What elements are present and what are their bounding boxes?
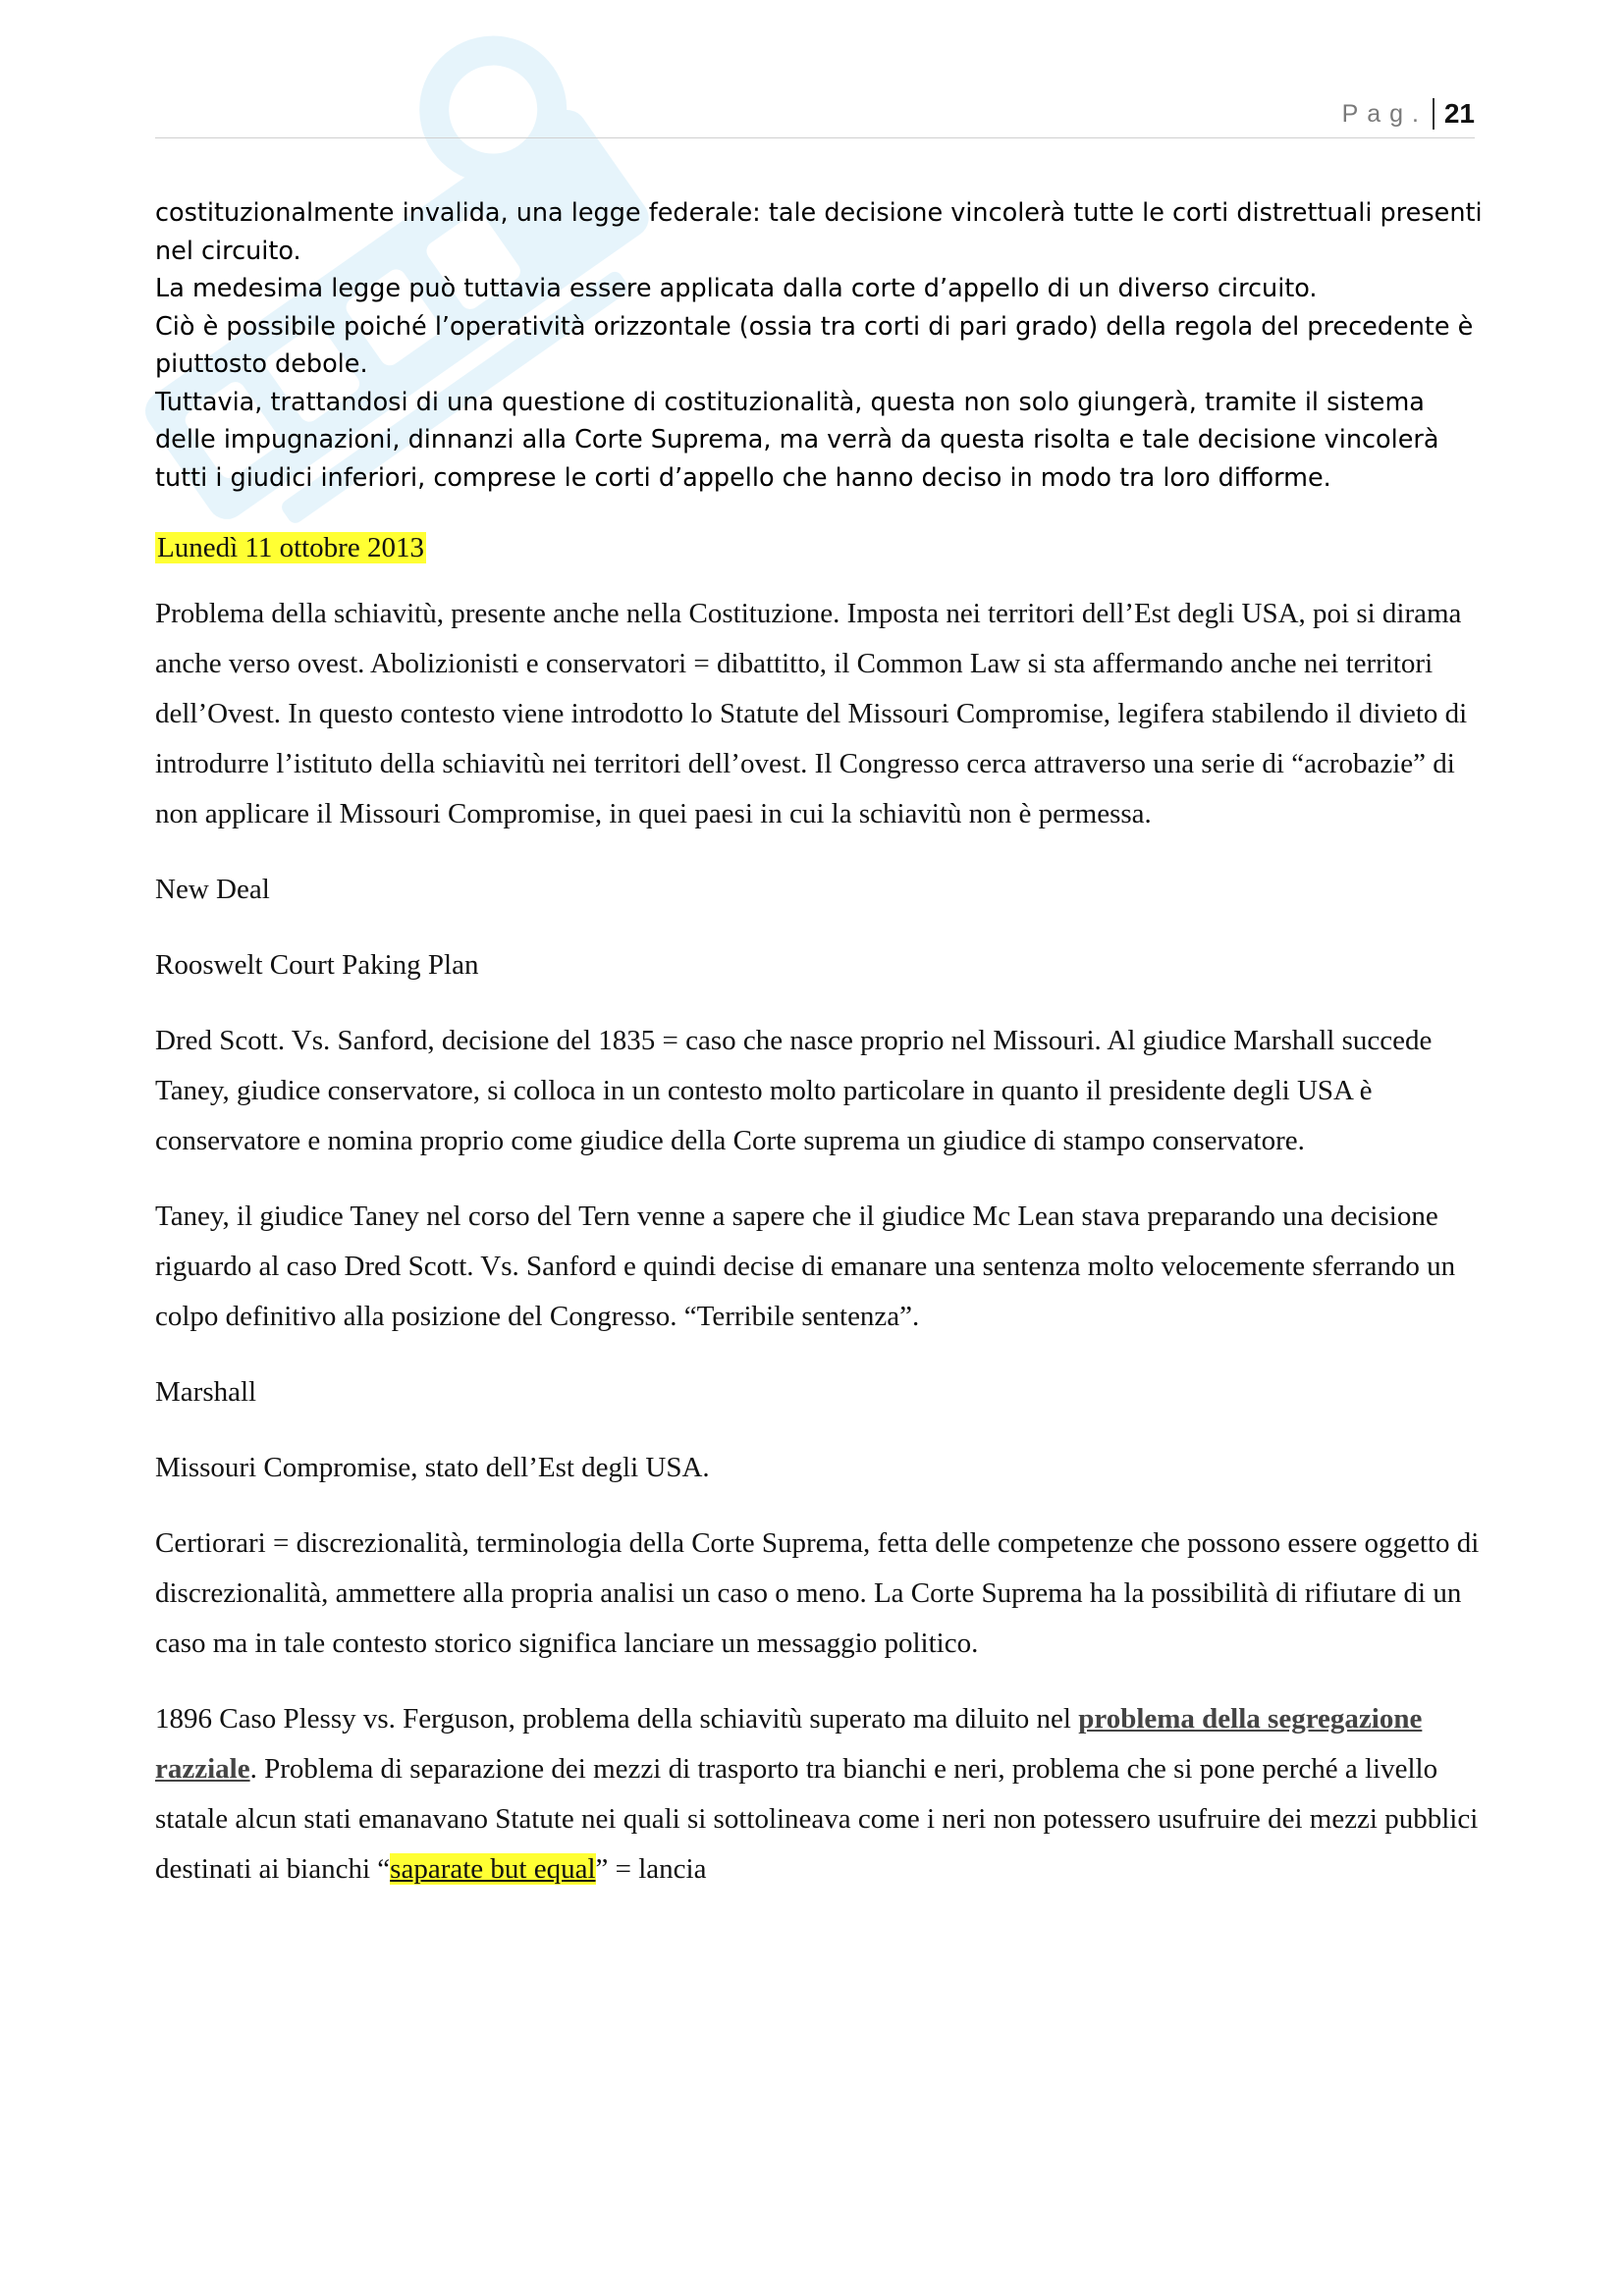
intro-paragraph: Ciò è possibile poiché l’operatività orizzontale (ossia tra corti di pari grado) della regola del precedente è piuttosto debole.	[155, 311, 1474, 379]
date-heading-text: Lunedì 11 ottobre 2013	[157, 532, 424, 563]
note-paragraph: Taney, il giudice Taney nel corso del Tern venne a sapere che il giudice Mc Lean stava preparando una decisione riguardo al caso Dred Scott. Vs. Sanford e quindi decise di emanare una sentenza molto velocemente sferrando un colpo definitivo alla posizione del Congresso. “Terribile sentenza”.	[155, 1201, 1456, 1332]
page-header	[155, 94, 1475, 138]
note-paragraph: New Deal	[155, 874, 270, 905]
intro-paragraph: costituzionalmente invalida, una legge federale: tale decisione vincolerà tutte le corti distrettuali presenti nel circuito.	[155, 198, 1483, 266]
text-run: ” = lancia	[595, 1853, 707, 1885]
page-label: Pag.	[1341, 100, 1428, 128]
text-run: 1896 Caso Plessy vs. Ferguson, problema della schiavitù superato ma diluito nel	[155, 1703, 1079, 1735]
note-paragraph: Marshall	[155, 1376, 257, 1408]
note-paragraph: Missouri Compromise, stato dell’Est degli USA.	[155, 1452, 710, 1483]
note-paragraph: Problema della schiavitù, presente anche nella Costituzione. Imposta nei territori dell’Est degli USA, poi si dirama anche verso ovest. Abolizionisti e conservatori = dibattitto, il Common Law si sta affermando anche nei territori dell’Ovest. In questo contesto viene introdotto lo Statute del Missouri Compromise, legifera stabilendo il divieto di introdurre l’istituto della schiavitù nei territori dell’ovest. Il Congresso cerca attraverso una serie di “acrobazie” di non applicare il Missouri Compromise, in quei paesi in cui la schiavitù non è permessa.	[155, 598, 1468, 829]
notes-block	[155, 589, 1487, 1895]
note-paragraph-last	[155, 1694, 1487, 1895]
underlined-term: problema della segregazione razziale	[155, 1703, 1423, 1785]
page-content	[155, 194, 1487, 1920]
note-paragraph: Dred Scott. Vs. Sanford, decisione del 1835 = caso che nasce proprio nel Missouri. Al giudice Marshall succede Taney, giudice conservatore, si colloca in un contesto molto particolare in quanto il presidente degli USA è conservatore e nomina proprio come giudice della Corte suprema un giudice di stampo conservatore.	[155, 1025, 1433, 1156]
text-run: . Problema di separazione dei mezzi di trasporto tra bianchi e neri, problema che si pone perché a livello statale alcun stati emanavano Statute nei quali si sottolineava come i neri non potessero usufruire dei mezzi pubblici destinati ai bianchi “	[155, 1753, 1479, 1885]
intro-paragraph: La medesima legge può tuttavia essere applicata dalla corte d’appello di un diverso circuito.	[155, 274, 1318, 303]
note-paragraph: Certiorari = discrezionalità, terminologia della Corte Suprema, fetta delle competenze che possono essere oggetto di discrezionalità, ammettere alla propria analisi un caso o meno. La Corte Suprema ha la possibilità di rifiutare di un caso ma in tale contesto storico significa lanciare un messaggio politico.	[155, 1527, 1480, 1659]
page-number: 21	[1433, 98, 1475, 130]
highlighted-term: saparate but equal	[390, 1853, 596, 1885]
intro-block	[155, 194, 1487, 497]
note-paragraph: Rooswelt Court Paking Plan	[155, 949, 479, 981]
date-heading	[155, 528, 1487, 567]
intro-paragraph: Tuttavia, trattandosi di una questione di costituzionalità, questa non solo giungerà, tramite il sistema delle impugnazioni, dinnanzi alla Corte Suprema, ma verrà da questa risolta e tale decisione vincolerà tutti i giudici inferiori, comprese le corti d’appello che hanno deciso in modo tra loro difforme.	[155, 387, 1439, 493]
